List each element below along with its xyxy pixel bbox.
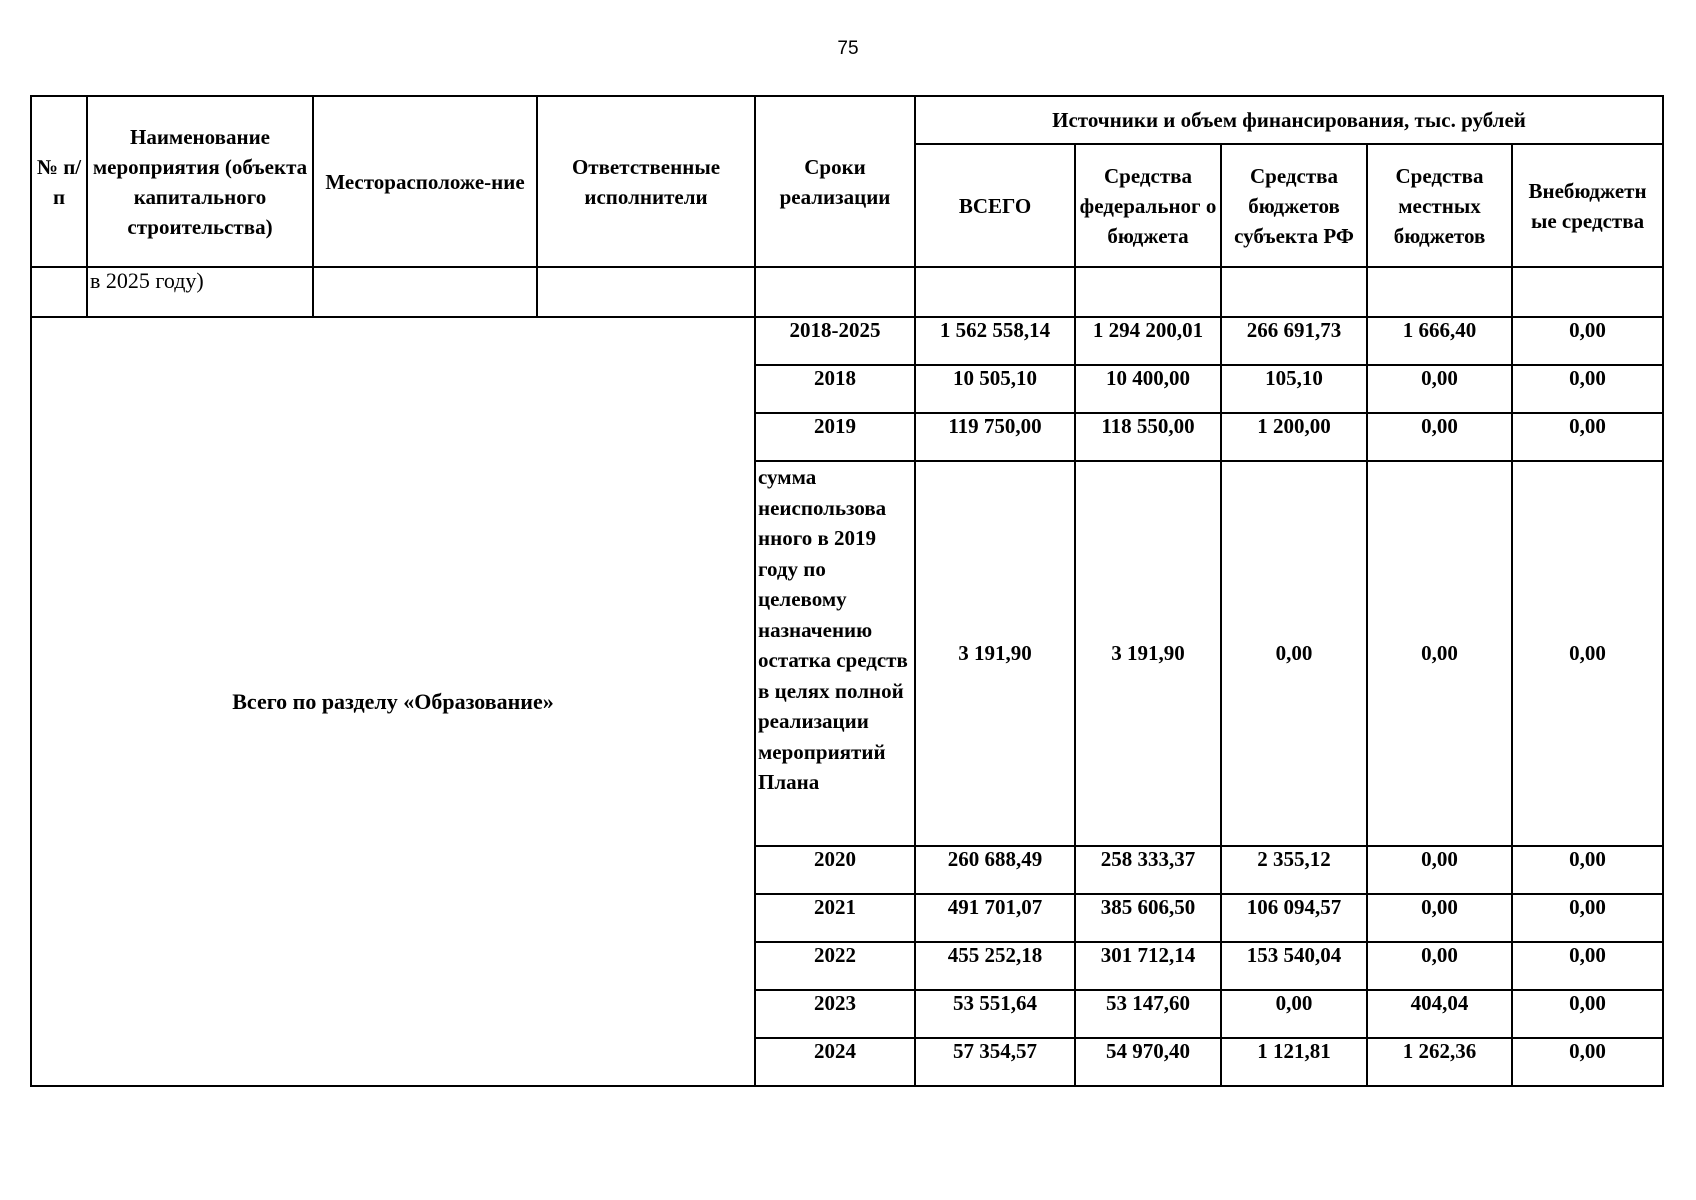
row-regional: 1 121,81 [1221,1038,1367,1086]
header-extrabudget: Внебюджетн ые средства [1512,144,1663,267]
row-extra: 0,00 [1512,1038,1663,1086]
row-total: 57 354,57 [915,1038,1075,1086]
row-federal: 385 606,50 [1075,894,1221,942]
row-local: 404,04 [1367,990,1512,1038]
row-total: 10 505,10 [915,365,1075,413]
cont-location-cell [313,267,537,317]
row-regional: 153 540,04 [1221,942,1367,990]
header-funding-group: Источники и объем финансирования, тыс. рублей [915,96,1663,144]
row-local: 0,00 [1367,942,1512,990]
row-extra: 0,00 [1512,942,1663,990]
row-federal: 54 970,40 [1075,1038,1221,1086]
row-extra: 0,00 [1512,990,1663,1038]
row-federal: 301 712,14 [1075,942,1221,990]
row-local: 0,00 [1367,846,1512,894]
row-local: 0,00 [1367,894,1512,942]
row-total: 1 562 558,14 [915,317,1075,365]
cont-federal-cell [1075,267,1221,317]
cont-num-cell [31,267,87,317]
cont-local-cell [1367,267,1512,317]
row-total: 491 701,07 [915,894,1075,942]
row-federal: 53 147,60 [1075,990,1221,1038]
header-federal: Средства федеральног о бюджета [1075,144,1221,267]
page-number: 75 [837,38,859,59]
row-local: 1 666,40 [1367,317,1512,365]
row-federal: 118 550,00 [1075,413,1221,461]
financing-table [30,95,1664,1087]
header-regional: Средства бюджетов субъекта РФ [1221,144,1367,267]
row-regional: 106 094,57 [1221,894,1367,942]
cont-regional-cell [1221,267,1367,317]
row-period: 2024 [755,1038,915,1086]
row-period: 2018 [755,365,915,413]
header-period: Сроки реализации [755,96,915,267]
row-regional: 2 355,12 [1221,846,1367,894]
row-period: 2020 [755,846,915,894]
row-total: 3 191,90 [915,461,1075,846]
cont-total-cell [915,267,1075,317]
row-federal: 1 294 200,01 [1075,317,1221,365]
header-local: Средства местных бюджетов [1367,144,1512,267]
row-regional: 105,10 [1221,365,1367,413]
header-total: ВСЕГО [915,144,1075,267]
header-num: № п/п [31,96,87,267]
row-local: 0,00 [1367,461,1512,846]
row-regional: 266 691,73 [1221,317,1367,365]
row-local: 0,00 [1367,365,1512,413]
continuation-row [31,267,1663,317]
section-total-label: Всего по разделу «Образование» [31,317,755,1086]
row-federal: 10 400,00 [1075,365,1221,413]
cont-period-cell [755,267,915,317]
row-total: 455 252,18 [915,942,1075,990]
header-location: Месторасположе-ние [313,96,537,267]
row-total: 260 688,49 [915,846,1075,894]
row-local: 1 262,36 [1367,1038,1512,1086]
row-extra: 0,00 [1512,894,1663,942]
header-name: Наименование мероприятия (объекта капитального строительства) [87,96,313,267]
row-extra: 0,00 [1512,413,1663,461]
row-period-note: сумма неиспользова нного в 2019 году по целевому назначению остатка средств в целях полной реализации мероприятий Плана [755,461,915,846]
row-period: 2019 [755,413,915,461]
row-extra: 0,00 [1512,461,1663,846]
cont-name-cell: в 2025 году) [87,267,313,317]
row-period: 2022 [755,942,915,990]
row-extra: 0,00 [1512,846,1663,894]
table-row [31,317,1663,365]
row-extra: 0,00 [1512,317,1663,365]
header-executors: Ответственные исполнители [537,96,755,267]
row-period: 2018-2025 [755,317,915,365]
row-regional: 0,00 [1221,990,1367,1038]
row-extra: 0,00 [1512,365,1663,413]
row-total: 53 551,64 [915,990,1075,1038]
row-period: 2023 [755,990,915,1038]
row-local: 0,00 [1367,413,1512,461]
row-regional: 1 200,00 [1221,413,1367,461]
row-total: 119 750,00 [915,413,1075,461]
row-period: 2021 [755,894,915,942]
row-federal: 258 333,37 [1075,846,1221,894]
cont-extra-cell [1512,267,1663,317]
cont-executors-cell [537,267,755,317]
row-federal: 3 191,90 [1075,461,1221,846]
row-regional: 0,00 [1221,461,1367,846]
